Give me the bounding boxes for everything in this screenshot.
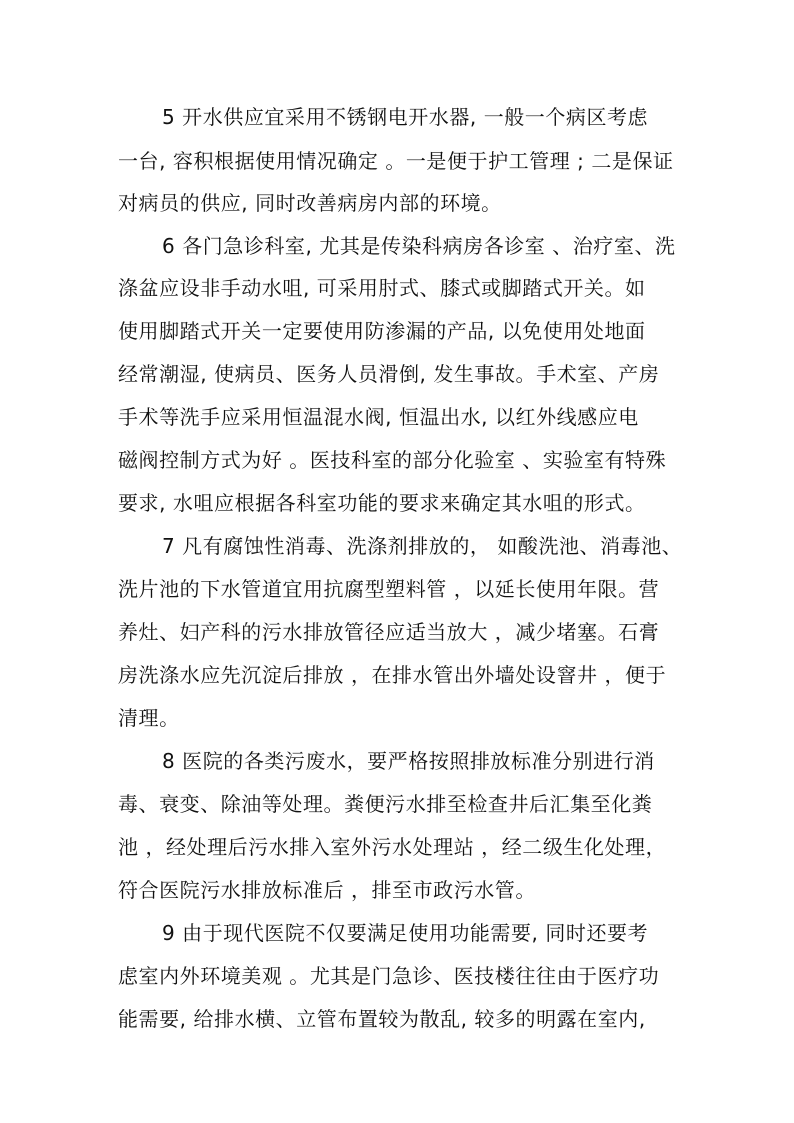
text-line: 虑室内外环境美观 。尤其是门急诊、医技楼往往由于医疗功 <box>118 964 660 988</box>
text-line: 一台, 容积根据使用情况确定 。一是便于护工管理 ; 二是保证 <box>118 149 674 173</box>
text-line: 9 由于现代医院不仅要满足使用功能需要, 同时还要考 <box>162 921 649 945</box>
text-line: 磁阀控制方式为好 。医技科室的部分化验室 、实验室有特殊 <box>118 448 667 472</box>
text-line: 涤盆应设非手动水咀, 可采用肘式、膝式或脚踏式开关。如 <box>118 276 646 300</box>
text-line: 8 医院的各类污废水，要严格按照排放标准分别进行消 <box>162 749 655 773</box>
text-line: 洗片池的下水管道宜用抗腐型塑料管 ，以延长使用年限。营 <box>118 577 660 601</box>
text-line: 毒、衰变、除油等处理。粪便污水排至检查井后汇集至化粪 <box>118 792 653 816</box>
text-line: 池 ，经处理后污水排入室外污水处理站 ，经二级生化处理， <box>118 835 667 859</box>
text-line: 清理。 <box>118 706 180 730</box>
text-line: 经常潮湿, 使病员、医务人员滑倒, 发生事故。手术室、产房 <box>118 362 660 386</box>
text-line: 要求, 水咀应根据各科室功能的要求来确定其水咀的形式。 <box>118 491 646 515</box>
text-line: 养灶、妇产科的污水排放管径应适当放大 ，减少堵塞。石膏 <box>118 620 660 644</box>
text-line: 使用脚踏式开关一定要使用防渗漏的产品, 以免使用处地面 <box>118 319 646 343</box>
text-line: 5 开水供应宜采用不锈钢电开水器, 一般一个病区考虑 <box>162 105 649 129</box>
text-line: 对病员的供应, 同时改善病房内部的环境。 <box>118 191 502 215</box>
text-line: 房洗涤水应先沉淀后排放 ，在排水管出外墙处设窨井 ，便于 <box>118 663 667 687</box>
text-line: 符合医院污水排放标准后 ，排至市政污水管。 <box>118 878 536 902</box>
text-line: 能需要, 给排水横、立管布置较为散乱, 较多的明露在室内, <box>118 1007 646 1031</box>
text-line: 6 各门急诊科室, 尤其是传染科病房各诊室 、治疗室、洗 <box>162 234 676 258</box>
text-line: 手术等洗手应采用恒温混水阀, 恒温出水, 以红外线感应电 <box>118 405 639 429</box>
text-line: 7 凡有腐蚀性消毒、洗涤剂排放的， 如酸洗池、消毒池、 <box>162 534 683 558</box>
